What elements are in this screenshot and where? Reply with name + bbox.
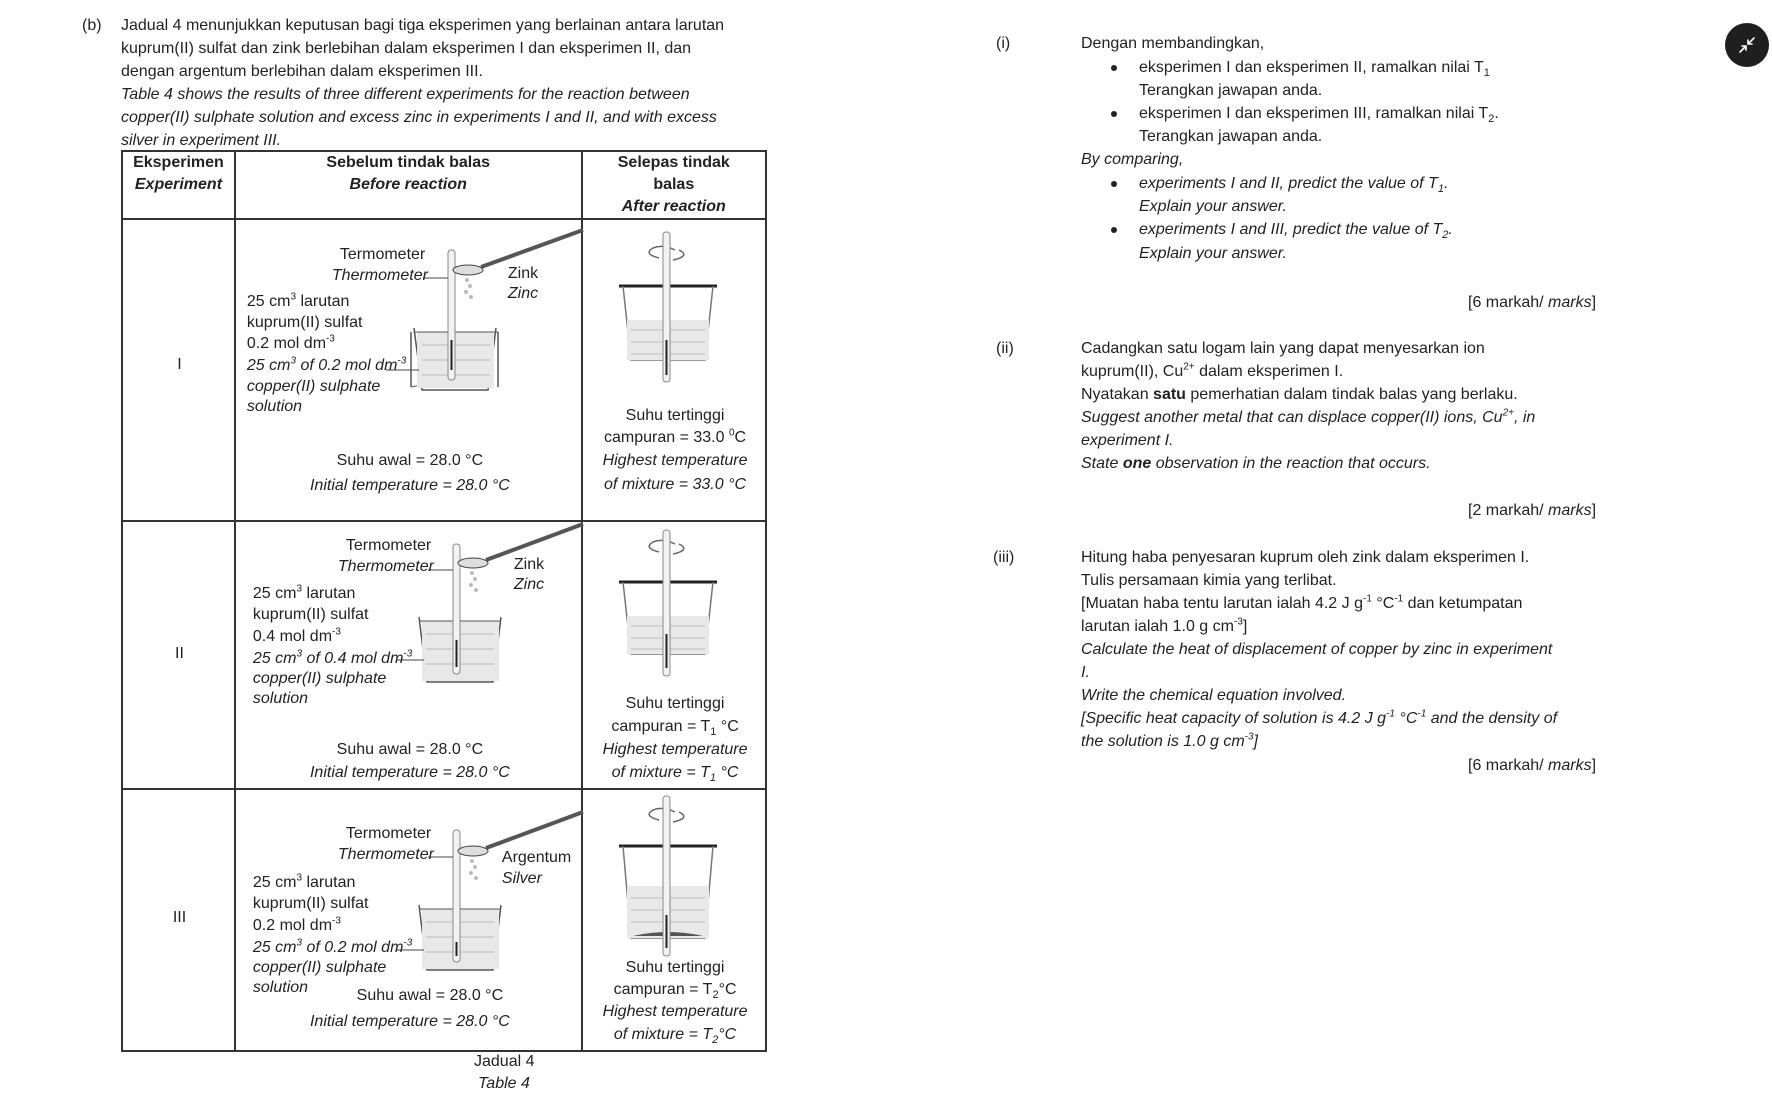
highest-temp-ms-2: campuran = $T_2^\circ C$ xyxy=(613,981,737,1002)
q3-ms-1: Hitung haba penyesaran kuprum oleh zink dalam eksperimen I. xyxy=(1081,549,1530,566)
metal-label-ms: Zink xyxy=(507,265,539,282)
highest-temp-ms-2: campuran = 33.0 $^0$C xyxy=(604,427,747,446)
q1-lead-ms: Dengan membandingkan, xyxy=(1081,35,1265,52)
q3-en-3: Write the chemical equation involved. xyxy=(1081,687,1347,704)
solution-word-en: solution xyxy=(252,979,309,996)
bullet-icon xyxy=(1111,227,1117,233)
solution-name-en: copper(II) sulphate xyxy=(246,378,381,395)
highest-temp-ms-1: Suhu tertinggi xyxy=(625,959,725,976)
table-header-row xyxy=(122,151,766,219)
row-numeral: I xyxy=(177,356,182,373)
thermometer-icon xyxy=(663,796,670,956)
q2-ms-3: Nyatakan satu pemerhatian dalam tindak balas yang berlaku. xyxy=(1081,386,1518,403)
q1-bullet1-ms: eksperimen I dan eksperimen II, ramalkan nilai $T_1$ xyxy=(1139,59,1490,80)
before-cell xyxy=(235,789,582,1051)
thermometer-icon xyxy=(663,530,670,676)
bullet-icon xyxy=(1111,181,1117,187)
q2-en-1: Suggest another metal that can displace copper(II) ions, $Cu^{2+}$, in xyxy=(1081,407,1536,426)
experiment-table xyxy=(121,150,767,1052)
part-label: (b) xyxy=(82,17,102,34)
volume-en: 25 $cm^3$ of 0.2 mol $dm^{-3}$ xyxy=(252,937,413,956)
initial-temp-ms: Suhu awal = 28.0 °C xyxy=(336,741,484,758)
q3-ms-3: [Muatan haba tentu larutan ialah 4.2 J $g^{-1}$ $^\circ C^{-1}$ dan ketumpatan xyxy=(1081,593,1523,612)
highest-temp-en-1: Highest temperature xyxy=(602,452,748,469)
question-label: (ii) xyxy=(996,340,1014,357)
initial-temp-en: Initial temperature = 28.0 °C xyxy=(309,1013,510,1030)
metal-label-ms: Zink xyxy=(513,556,545,573)
intro-ms-line-2: kuprum(II) sulfat dan zink berlebihan dalam eksperimen I dan eksperimen II, dan xyxy=(121,40,692,57)
row-numeral-cell xyxy=(122,789,235,1051)
highest-temp-ms-1: Suhu tertinggi xyxy=(625,695,725,712)
after-cell xyxy=(582,219,766,521)
minimize-button[interactable] xyxy=(1725,23,1769,67)
thermometer-label-en: Thermometer xyxy=(337,558,434,575)
concentration-ms: 0.4 mol $dm^{-3}$ xyxy=(252,626,341,645)
q1-bullet2-en: experiments I and III, predict the value of $T_2$. xyxy=(1139,221,1453,242)
thermometer-label-en: Thermometer xyxy=(337,846,434,863)
solution-word-en: solution xyxy=(252,690,309,707)
q3-ms-2: Tulis persamaan kimia yang terlibat. xyxy=(1081,572,1337,589)
metal-label-en: Zinc xyxy=(513,576,545,593)
intro-en-line-3: silver in experiment III. xyxy=(121,132,282,149)
initial-temp-ms: Suhu awal = 28.0 °C xyxy=(336,452,484,469)
q2-en-3: State one observation in the reaction that occurs. xyxy=(1081,455,1431,472)
q2-ms-1: Cadangkan satu logam lain yang dapat menyesarkan ion xyxy=(1081,340,1485,357)
intro-en-line-2: copper(II) sulphate solution and excess zinc in experiments I and II, and with excess xyxy=(121,109,717,126)
volume-ms: 25 $cm^3$ larutan xyxy=(246,291,350,310)
solution-name-ms: kuprum(II) sulfat xyxy=(252,895,369,912)
q3-ms-4: larutan ialah 1.0 g $cm^{-3}$] xyxy=(1081,616,1248,635)
header-after-ms-1: Selepas tindak xyxy=(617,154,730,171)
concentration-ms: 0.2 mol $dm^{-3}$ xyxy=(252,915,341,934)
metal-label-en: Zinc xyxy=(507,285,539,302)
header-after-ms-2: balas xyxy=(653,176,695,193)
initial-temp-ms: Suhu awal = 28.0 °C xyxy=(356,987,504,1004)
question-label: (i) xyxy=(996,35,1011,52)
header-before xyxy=(235,151,582,219)
initial-temp-en: Initial temperature = 28.0 °C xyxy=(309,477,510,494)
table-row xyxy=(122,789,766,1051)
q1-bullet2-ms-2: Terangkan jawapan anda. xyxy=(1139,128,1323,145)
q2-en-2: experiment I. xyxy=(1081,432,1174,449)
question-label: (iii) xyxy=(993,549,1015,566)
header-experiment-ms: Eksperimen xyxy=(133,154,224,171)
q2-ms-2: kuprum(II), $Cu^{2+}$ dalam eksperimen I. xyxy=(1081,361,1344,380)
header-experiment-en: Experiment xyxy=(134,176,223,193)
row-numeral-cell xyxy=(122,521,235,789)
row-numeral: II xyxy=(175,645,184,662)
q3-marks: [6 markah/ marks] xyxy=(1468,757,1597,774)
q1-bullet1-en: experiments I and II, predict the value of $T_1$. xyxy=(1139,175,1449,196)
collapse-arrows-icon xyxy=(1737,35,1757,55)
volume-ms: 25 $cm^3$ larutan xyxy=(252,583,356,602)
thermometer-label-en: Thermometer xyxy=(331,267,428,284)
solution-name-en: copper(II) sulphate xyxy=(252,670,387,687)
row-numeral: III xyxy=(172,909,187,926)
highest-temp-en-1: Highest temperature xyxy=(602,741,748,758)
table-row xyxy=(122,521,766,789)
table-caption-ms: Jadual 4 xyxy=(474,1053,535,1070)
q1-bullet1-ms-2: Terangkan jawapan anda. xyxy=(1139,82,1323,99)
table-row xyxy=(122,219,766,521)
highest-temp-en-1: Highest temperature xyxy=(602,1003,748,1020)
thermometer-label-ms: Termometer xyxy=(339,246,426,263)
intro-en-line-1: Table 4 shows the results of three different experiments for the reaction between xyxy=(121,86,690,103)
volume-en: 25 $cm^3$ of 0.2 mol $dm^{-3}$ xyxy=(246,355,407,374)
q1-bullet1-en-2: Explain your answer. xyxy=(1139,198,1287,215)
highest-temp-en-2: of mixture = $T_2^\circ C$ xyxy=(613,1026,737,1047)
q1-bullet2-ms: eksperimen I dan eksperimen III, ramalkan nilai $T_2$. xyxy=(1139,105,1499,126)
metal-label-en: Silver xyxy=(501,870,542,887)
row-numeral-cell xyxy=(122,219,235,521)
highest-temp-en-2: of mixture = $T_1$ °C xyxy=(611,764,739,785)
volume-ms: 25 $cm^3$ larutan xyxy=(252,872,356,891)
q3-en-4: [Specific heat capacity of solution is 4.2 J $g^{-1}$ $^\circ C^{-1}$ and the density of xyxy=(1081,708,1558,727)
after-cell xyxy=(582,521,766,789)
header-after xyxy=(582,151,766,219)
solution-word-en: solution xyxy=(246,398,303,415)
intro-ms-line-1: Jadual 4 menunjukkan keputusan bagi tiga eksperimen yang berlainan antara larutan xyxy=(121,17,725,34)
table-caption-en: Table 4 xyxy=(478,1075,530,1092)
q3-en-5: the solution is 1.0 g $cm^{-3}$] xyxy=(1081,731,1258,750)
thermometer-label-ms: Termometer xyxy=(345,825,432,842)
metal-label-ms: Argentum xyxy=(501,849,572,866)
highest-temp-ms-2: campuran = $T_1$ °C xyxy=(611,718,739,739)
solution-name-en: copper(II) sulphate xyxy=(252,959,387,976)
bullet-icon xyxy=(1111,111,1117,117)
q3-en-1: Calculate the heat of displacement of copper by zinc in experiment xyxy=(1081,641,1553,658)
thermometer-icon xyxy=(663,232,670,382)
header-before-ms: Sebelum tindak balas xyxy=(326,154,491,171)
q1-marks: [6 markah/ marks] xyxy=(1468,294,1597,311)
before-cell xyxy=(235,521,582,789)
after-cell xyxy=(582,789,766,1051)
bullet-icon xyxy=(1111,65,1117,71)
q1-lead-en: By comparing, xyxy=(1081,151,1184,168)
header-before-en: Before reaction xyxy=(349,176,467,193)
solution-name-ms: kuprum(II) sulfat xyxy=(246,314,363,331)
header-experiment xyxy=(122,151,235,219)
q1-bullet2-en-2: Explain your answer. xyxy=(1139,245,1287,262)
highest-temp-en-2: of mixture = 33.0 °C xyxy=(604,476,747,493)
before-cell xyxy=(235,219,582,521)
solution-name-ms: kuprum(II) sulfat xyxy=(252,606,369,623)
highest-temp-ms-1: Suhu tertinggi xyxy=(625,407,725,424)
concentration-ms: 0.2 mol $dm^{-3}$ xyxy=(246,333,335,352)
intro-ms-line-3: dengan argentum berlebihan dalam eksperimen III. xyxy=(121,63,483,80)
initial-temp-en: Initial temperature = 28.0 °C xyxy=(309,764,510,781)
q2-marks: [2 markah/ marks] xyxy=(1468,502,1597,519)
volume-en: 25 $cm^3$ of 0.4 mol $dm^{-3}$ xyxy=(252,648,413,667)
thermometer-label-ms: Termometer xyxy=(345,537,432,554)
q3-en-2: I. xyxy=(1081,664,1090,681)
header-after-en: After reaction xyxy=(621,198,726,215)
